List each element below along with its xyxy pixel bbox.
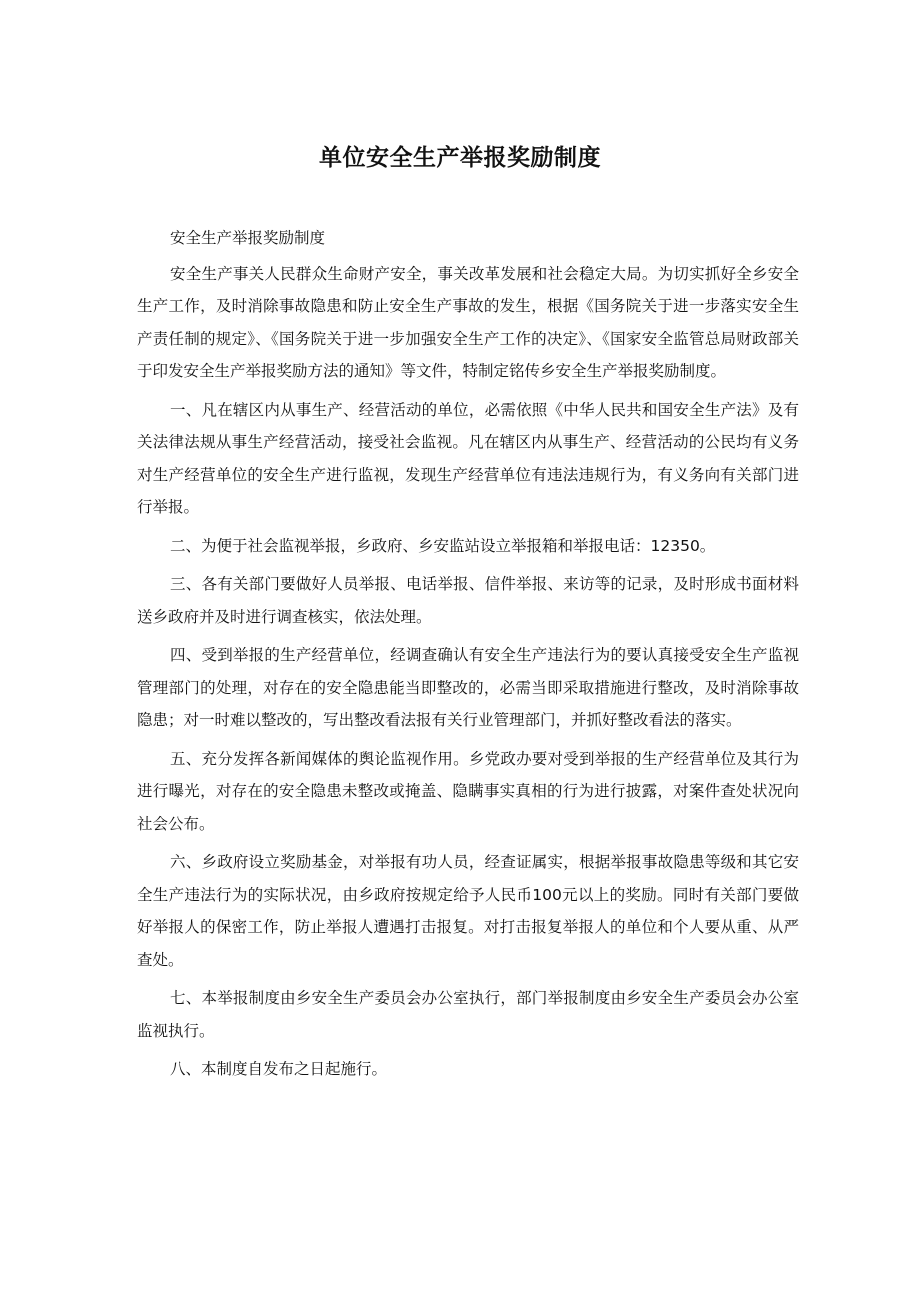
- paragraph-article-5: 五、充分发挥各新闻媒体的舆论监视作用。乡党政办要对受到举报的生产经营单位及其行为进行曝光，对存在的安全隐患未整改或掩盖、隐瞒事实真相的行为进行披露，对案件查处状况向社会公布。: [137, 749, 799, 833]
- paragraph-article-4: 四、受到举报的生产经营单位，经调查确认有安全生产违法行为的要认真接受安全生产监视管理部门的处理，对存在的安全隐患能当即整改的，必需当即采取措施进行整改，及时消除事故隐患；对一时难以整改的，写出整改看法报有关行业管理部门，并抓好整改看法的落实。: [137, 646, 799, 729]
- paragraph-article-3: 三、各有关部门要做好人员举报、电话举报、信件举报、来访等的记录，及时形成书面材料送乡政府并及时进行调查核实，依法处理。: [137, 575, 799, 626]
- paragraph-article-2: 二、为便于社会监视举报，乡政府、乡安监站设立举报箱和举报电话：12350。: [170, 536, 716, 555]
- document-body: [137, 222, 799, 1086]
- paragraph-intro: 安全生产事关人民群众生命财产安全，事关改革发展和社会稳定大局。为切实抓好全乡安全生产工作，及时消除事故隐患和防止安全生产事故的发生，根据《国务院关于进一步落实安全生产责任制的规定》、《国务院关于进一步加强安全生产工作的决定》、《国家安全监管总局财政部关于印发安全生产举报奖励方法的通知》等文件，特制定铭传乡安全生产举报奖励制度。: [137, 264, 799, 380]
- paragraph-article-6: 六、乡政府设立奖励基金，对举报有功人员，经查证属实，根据举报事故隐患等级和其它安全生产违法行为的实际状况，由乡政府按规定给予人民币100元以上的奖励。同时有关部门要做好举报人的保密工作，防止举报人遭遇打击报复。对打击报复举报人的单位和个人要从重、从严查处。: [137, 853, 799, 969]
- paragraph-article-8: 八、本制度自发布之日起施行。: [170, 1060, 388, 1078]
- document-subtitle: 安全生产举报奖励制度: [170, 229, 326, 247]
- document-title: 单位安全生产举报奖励制度: [319, 145, 601, 171]
- paragraph-article-1: 一、凡在辖区内从事生产、经营活动的单位，必需依照《中华人民共和国安全生产法》及有关法律法规从事生产经营活动，接受社会监视。凡在辖区内从事生产、经营活动的公民均有义务对生产经营单位的安全生产进行监视，发现生产经营单位有违法违规行为，有义务向有关部门进行举报。: [137, 400, 799, 516]
- paragraph-article-7: 七、本举报制度由乡安全生产委员会办公室执行，部门举报制度由乡安全生产委员会办公室监视执行。: [137, 989, 799, 1040]
